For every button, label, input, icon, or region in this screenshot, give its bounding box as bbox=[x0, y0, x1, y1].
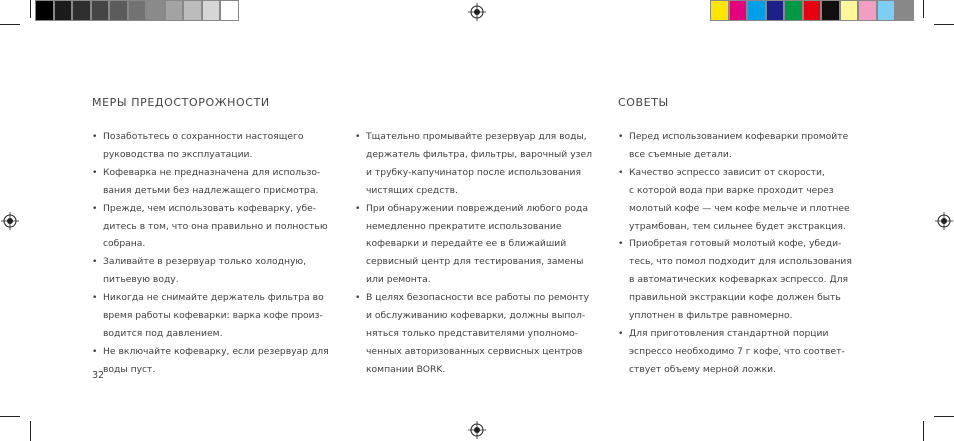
gray-swatch-11 bbox=[220, 0, 239, 21]
color-swatch-7 bbox=[821, 0, 840, 21]
gray-swatch-7 bbox=[146, 0, 165, 21]
list-item: • Тщательно промывайте резервуар для воды, держатель фильтра, фильтры, варочный узел и трубку-капучинатор после использования чистящих средств. bbox=[355, 128, 592, 200]
color-swatch-10 bbox=[877, 0, 896, 21]
color-swatch-11 bbox=[895, 0, 914, 21]
crop-mark-top-left-h bbox=[0, 24, 20, 25]
gray-swatch-1 bbox=[35, 0, 54, 21]
page-number: 32 bbox=[92, 370, 105, 381]
gray-swatch-10 bbox=[202, 0, 221, 21]
registration-mark-top-icon bbox=[468, 3, 486, 21]
gray-swatch-9 bbox=[183, 0, 202, 21]
gray-swatch-3 bbox=[72, 0, 91, 21]
grayscale-calibration-bar bbox=[35, 0, 239, 21]
crop-mark-top-left-v bbox=[30, 0, 31, 18]
registration-mark-right-icon bbox=[935, 212, 953, 230]
list-item: • Заливайте в резервуар только холодную, питьевую воду. bbox=[92, 253, 329, 289]
gray-swatch-5 bbox=[109, 0, 128, 21]
gray-swatch-2 bbox=[54, 0, 73, 21]
registration-mark-left-icon bbox=[1, 212, 19, 230]
color-swatch-3 bbox=[747, 0, 766, 21]
list-item: • Качество эспрессо зависит от скорости, с которой вода при варке проходит через молотый кофе — чем кофе мельче и плотнее утрамбован, тем сильнее будет экстракция. bbox=[618, 164, 852, 236]
precautions-list-right bbox=[355, 128, 592, 379]
crop-mark-bottom-right-h bbox=[934, 416, 954, 417]
crop-mark-bottom-right-v bbox=[923, 421, 924, 441]
crop-mark-top-right-v bbox=[923, 0, 924, 18]
crop-mark-bottom-left-v bbox=[30, 421, 31, 441]
list-item: • В целях безопасности все работы по ремонту и обслуживанию кофеварки, должны выпол- няться только представителями уполномо- ченных авторизованных сервисных центров компании BORK. bbox=[355, 289, 592, 379]
color-swatch-5 bbox=[784, 0, 803, 21]
list-item: • Приобретая готовый молотый кофе, убеди- тесь, что помол подходит для использования в автоматических кофеварках эспрессо. Для правильной экстракции кофе должен быть уплотнен в фильтре равномерно. bbox=[618, 235, 852, 325]
list-item: • При обнаружении повреждений любого рода немедленно прекратите использование кофеварки и передайте ее в ближайший сервисный центр для тестирования, замены или ремонта. bbox=[355, 200, 592, 290]
color-swatch-8 bbox=[840, 0, 859, 21]
crop-mark-bottom-left-h bbox=[0, 416, 20, 417]
list-item: • Позаботьтесь о сохранности настоящего руководства по эксплуатации. bbox=[92, 128, 329, 164]
list-item: • Кофеварка не предназначена для использо- вания детьми без надлежащего присмотра. bbox=[92, 164, 329, 200]
gray-swatch-8 bbox=[165, 0, 184, 21]
crop-mark-top-right-h bbox=[934, 24, 954, 25]
precautions-list-left bbox=[92, 128, 329, 379]
list-item: • Прежде, чем использовать кофеварку, убе- дитесь в том, что она правильно и полностью собрана. bbox=[92, 200, 329, 254]
gray-swatch-6 bbox=[128, 0, 147, 21]
tips-list bbox=[618, 128, 852, 379]
precautions-heading: МЕРЫ ПРЕДОСТОРОЖНОСТИ bbox=[92, 96, 270, 109]
tips-heading: СОВЕТЫ bbox=[618, 96, 669, 109]
list-item: • Для приготовления стандартной порции эспрессо необходимо 7 г кофе, что соответ- ствует объему мерной ложки. bbox=[618, 325, 852, 379]
color-swatch-9 bbox=[858, 0, 877, 21]
gray-swatch-4 bbox=[91, 0, 110, 21]
color-swatch-1 bbox=[710, 0, 729, 21]
color-swatch-2 bbox=[729, 0, 748, 21]
color-calibration-bar bbox=[710, 0, 914, 21]
list-item: • Никогда не снимайте держатель фильтра во время работы кофеварки: варка кофе произ- водится под давлением. bbox=[92, 289, 329, 343]
color-swatch-6 bbox=[803, 0, 822, 21]
color-swatch-4 bbox=[766, 0, 785, 21]
registration-mark-bottom-icon bbox=[468, 421, 486, 439]
list-item: • Перед использованием кофеварки промойте все съемные детали. bbox=[618, 128, 852, 164]
list-item: • Не включайте кофеварку, если резервуар для воды пуст. bbox=[92, 343, 329, 379]
